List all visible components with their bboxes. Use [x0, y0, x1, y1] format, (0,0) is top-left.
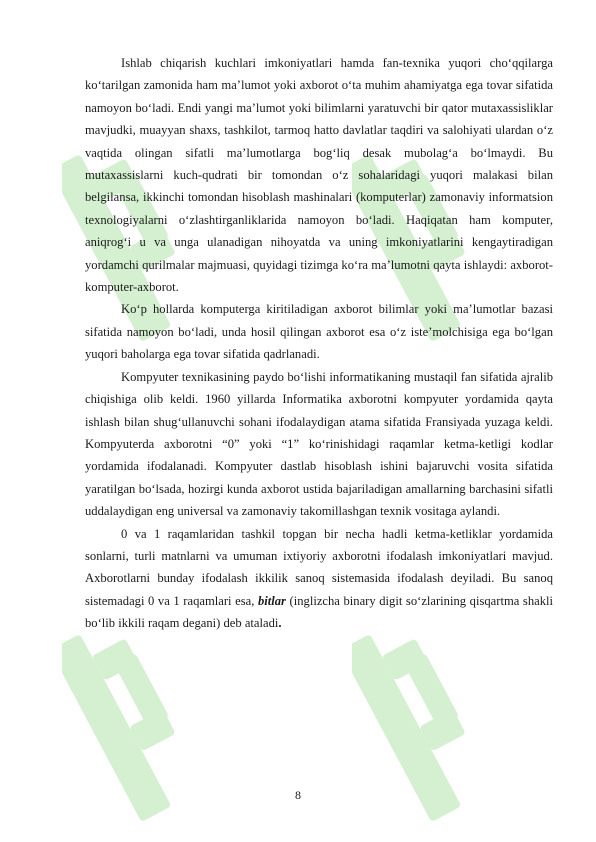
bits-term: bitlar [257, 593, 286, 608]
paragraph-1: Ishlab chiqarish kuchlari imkoniyatlari hamda fan-texnika yuqori cho‘qqilarga ko‘tarilgan zamonida ham ma’lumot yoki axborot o‘ta muhim ahamiyatga ega tovar sifatida namoyon bo‘ladi. Endi yangi ma’lumot yoki bilimlarni yaratuvchi bir qator mutaxassisliklar mavjudki, muayyan shaxs, tashkilot, tarmoq hatto davlatlar taqdiri va salohiyati ulardan o‘z vaqtida olingan sifatli ma’lumotlarga bog‘liq desak mubolag‘a bo‘lmaydi. Bu mutaxassislarni kuch-qudrati bir tomondan o‘z sohalaridagi yuqori malakasi bilan belgilansa, ikkinchi tomondan hisoblash mashinalari (komputerlar) zamonaviy informatsion texnologiyalarni o‘zlashtirganliklarida namoyon bo‘ladi. Haqiqatan ham komputer, aniqrog‘i u va unga ulanadigan nihoyatda va uning imkoniyatlarini kengaytiradigan yordamchi qurilmalar majmuasi, quyidagi tizimga ko‘ra ma’lumotni qayta ishlaydi: axborot-komputer-axborot. [85, 56, 553, 295]
paragraph-4 [85, 523, 553, 635]
paragraph-4-text: 0 va 1 raqamlaridan tashkil topgan bir necha hadli ketma-ketliklar yordamida sonlarni, turli matnlarni va umuman ixtiyoriy axborotni ifodalash imkoniyatlari mavjud. Axborotlarni bunday ifodalash ikkilik sanoq sistemasida ifodalash deyiladi. Bu sanoq sistemadagi 0 va 1 raqamlari esa, [85, 526, 553, 608]
paragraph-3: Kompyuter texnikasining paydo bo‘lishi informatikaning mustaqil fan sifatida ajralib chiqishiga olib keldi. 1960 yillarda Informatika axborotni kompyuter yordamida qayta ishlash bilan shug‘ullanuvchi sohani ifodalaydigan atama sifatida Fransiyada yuzaga keldi. Kompyuterda axborotni “0” yoki “1” ko‘rinishidagi raqamlar ketma-ketligi kodlar yordamida ifodalanadi. Kompyuter dastlab hisoblash ishini bajaruvchi vosita sifatida yaratilgan bo‘lsada, hozirgi kunda axborot ustida bajariladigan amallarning barchasini sifatli uddalaydigan eng universal va zamonaviy takomillashgan texnik vositaga aylandi. [85, 369, 553, 519]
final-period: . [278, 616, 282, 631]
paragraph-4-text-end: (inglizcha binary digit so‘zlarining qisqartma shakli bo‘lib ikkili raqam degani) deb ataladi [85, 593, 553, 631]
document-body [85, 52, 553, 635]
page-number: 8 [295, 788, 301, 802]
paragraph-2: Ko‘p hollarda komputerga kiritiladigan axborot bilimlar yoki ma’lumotlar bazasi sifatida namoyon bo‘ladi, unda hosil qilingan axborot esa o‘z iste’molchisiga ega bo‘lgan yuqori baholarga ega tovar sifatida qadrlanadi. [85, 302, 553, 362]
